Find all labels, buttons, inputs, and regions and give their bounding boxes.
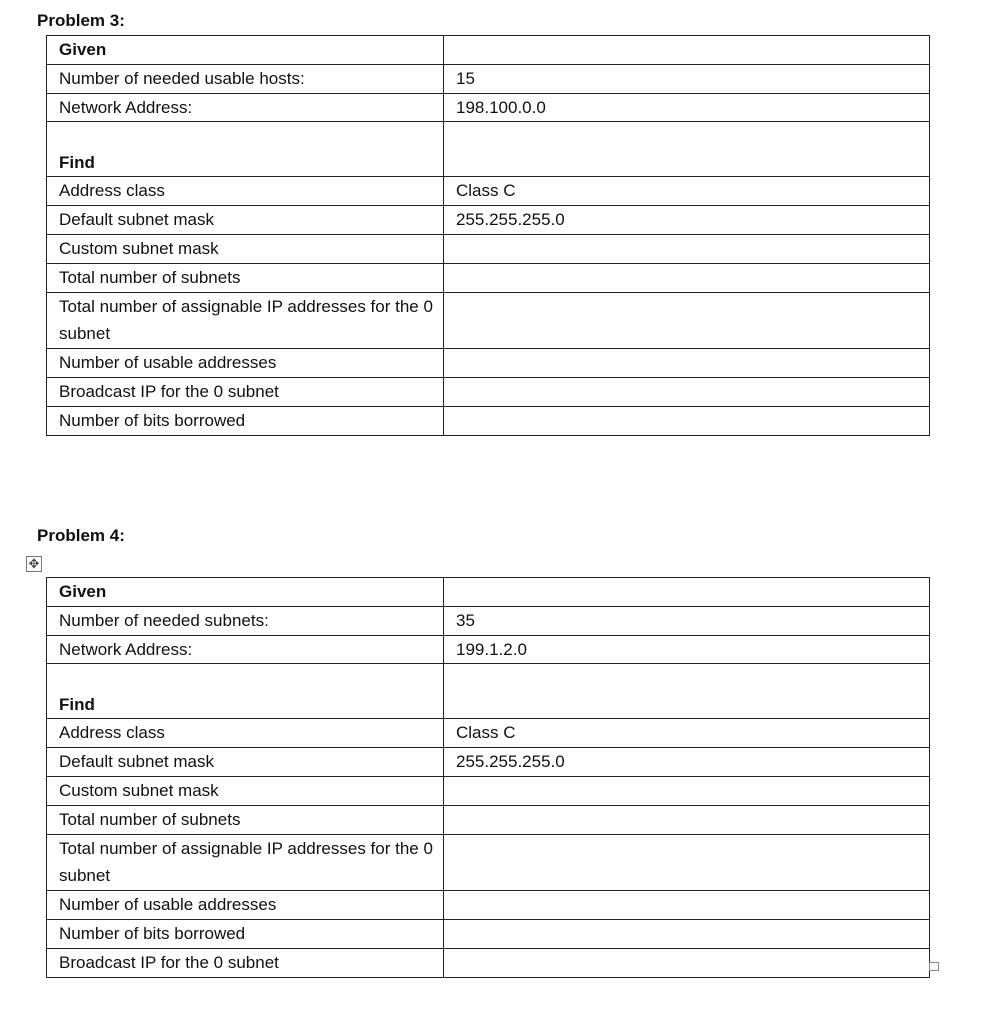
row-value[interactable]: 15 [444,64,930,93]
row-value[interactable] [444,234,930,263]
given-header-value[interactable] [444,578,930,607]
table-row [47,93,930,122]
find-header: Find [59,152,95,172]
row-value[interactable] [444,891,930,920]
row-value[interactable]: 199.1.2.0 [444,635,930,664]
find-header-value[interactable] [444,664,930,719]
table-row [47,776,930,805]
row-label[interactable]: Address class [47,719,444,748]
table-row [47,606,930,635]
row-label[interactable]: Total number of assignable IP addresses for the 0 subnet [47,292,444,349]
table-row [47,891,930,920]
row-value[interactable] [444,805,930,834]
table-row [47,919,930,948]
row-value[interactable] [444,263,930,292]
row-label[interactable]: Number of needed subnets: [47,606,444,635]
row-value[interactable]: Class C [444,177,930,206]
table-row [47,635,930,664]
row-label[interactable]: Network Address: [47,635,444,664]
table-row [47,805,930,834]
row-label[interactable]: Default subnet mask [47,206,444,235]
given-header-value[interactable] [444,36,930,65]
row-label[interactable]: Total number of subnets [47,805,444,834]
table-row [47,664,930,719]
problem-4-heading: Problem 4: [37,526,125,545]
row-label[interactable]: Total number of subnets [47,263,444,292]
problem-4-table [46,577,930,978]
table-row [47,177,930,206]
table-row [47,206,930,235]
row-label[interactable]: Broadcast IP for the 0 subnet [47,948,444,977]
row-label[interactable]: Number of bits borrowed [47,406,444,435]
table-row [47,834,930,891]
row-label[interactable]: Custom subnet mask [47,234,444,263]
row-label[interactable]: Address class [47,177,444,206]
table-row [47,948,930,977]
problem-3-heading: Problem 3: [37,11,125,30]
row-label[interactable]: Number of usable addresses [47,891,444,920]
find-header: Find [59,694,95,714]
table-row [47,578,930,607]
table-row [47,719,930,748]
resize-square-icon[interactable] [929,962,939,971]
table-row [47,263,930,292]
table-row [47,122,930,177]
given-header[interactable]: Given [47,578,444,607]
table-row [47,36,930,65]
row-label[interactable]: Network Address: [47,93,444,122]
move-arrows-icon[interactable]: ✥ [26,556,42,572]
row-value[interactable] [444,377,930,406]
table-row [47,377,930,406]
row-value[interactable]: 255.255.255.0 [444,206,930,235]
row-value[interactable] [444,948,930,977]
row-label[interactable]: Broadcast IP for the 0 subnet [47,377,444,406]
table-row [47,349,930,378]
table-row [47,748,930,777]
row-value[interactable] [444,406,930,435]
table-row [47,64,930,93]
given-header[interactable]: Given [47,36,444,65]
find-header-value[interactable] [444,122,930,177]
row-value[interactable] [444,834,930,891]
row-label[interactable]: Number of bits borrowed [47,919,444,948]
table-row [47,292,930,349]
find-header-cell[interactable] [47,122,444,177]
row-label[interactable]: Custom subnet mask [47,776,444,805]
row-label[interactable]: Default subnet mask [47,748,444,777]
find-header-cell[interactable] [47,664,444,719]
row-value[interactable] [444,349,930,378]
row-value[interactable] [444,919,930,948]
row-value[interactable]: 198.100.0.0 [444,93,930,122]
row-value[interactable] [444,776,930,805]
problem-3-table [46,35,930,436]
row-value[interactable]: 255.255.255.0 [444,748,930,777]
table-row [47,406,930,435]
row-label[interactable]: Number of needed usable hosts: [47,64,444,93]
row-label[interactable]: Total number of assignable IP addresses for the 0 subnet [47,834,444,891]
row-value[interactable]: 35 [444,606,930,635]
row-label[interactable]: Number of usable addresses [47,349,444,378]
table-row [47,234,930,263]
row-value[interactable] [444,292,930,349]
row-value[interactable]: Class C [444,719,930,748]
